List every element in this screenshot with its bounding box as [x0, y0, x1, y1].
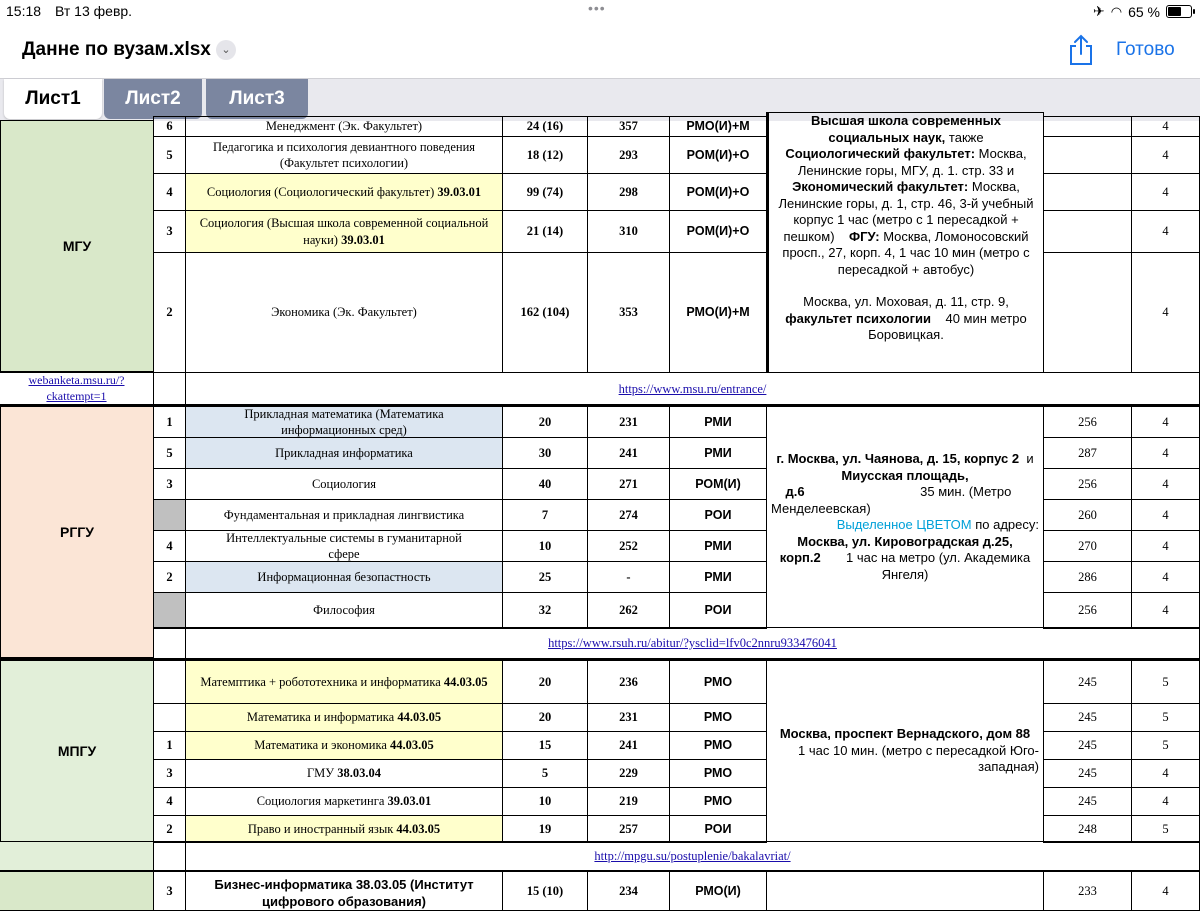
exams-cell[interactable]: РМО — [669, 731, 767, 760]
seats-cell[interactable]: 24 (16) — [502, 116, 588, 137]
passing-cell[interactable]: 287 — [1043, 437, 1132, 469]
value-cell[interactable]: 4 — [1131, 530, 1200, 562]
info-line: Социологический факультет: Москва, Ленинские горы, МГУ, д. 1. стр. 33 и — [785, 146, 1027, 178]
row-number[interactable]: 2 — [153, 815, 186, 843]
program-name[interactable]: Прикладная математика (Математика информационных сред) — [185, 406, 503, 438]
score-cell[interactable]: 241 — [587, 731, 670, 760]
passing-cell[interactable]: 256 — [1043, 592, 1132, 629]
row-number[interactable]: 4 — [153, 173, 186, 211]
program-name[interactable]: Интеллектуальные системы в гуманитарной сфере — [185, 530, 503, 562]
status-date: Вт 13 февр. — [55, 3, 133, 19]
seats-cell[interactable]: 32 — [502, 592, 588, 629]
program-name[interactable]: Социология — [185, 468, 503, 500]
value-cell[interactable]: 4 — [1131, 406, 1200, 438]
row-number[interactable]: 4 — [153, 530, 186, 562]
exams-cell[interactable]: РОИ — [669, 592, 767, 629]
value-cell[interactable]: 5 — [1131, 703, 1200, 732]
mpgu-bakalavriat-link[interactable]: http://mpgu.su/postuplenie/bakalavriat/ — [185, 841, 1200, 871]
seats-cell[interactable]: 5 — [502, 759, 588, 788]
program-name[interactable]: Фундаментальная и прикладная лингвистика — [185, 499, 503, 531]
value-cell[interactable]: 4 — [1131, 871, 1200, 911]
score-cell[interactable]: 219 — [587, 787, 670, 816]
exams-cell[interactable]: РМИ — [669, 437, 767, 469]
passing-cell[interactable] — [1043, 116, 1132, 137]
value-cell[interactable]: 4 — [1131, 252, 1200, 373]
seats-cell[interactable]: 25 — [502, 561, 588, 593]
seats-cell[interactable]: 10 — [502, 530, 588, 562]
exams-cell[interactable]: РМИ — [669, 406, 767, 438]
seats-cell[interactable]: 30 — [502, 437, 588, 469]
seats-cell[interactable]: 7 — [502, 499, 588, 531]
spreadsheet-grid[interactable] — [0, 113, 1200, 909]
passing-cell[interactable]: 270 — [1043, 530, 1132, 562]
file-name[interactable]: Данне по вузам.xlsx — [22, 39, 211, 60]
value-cell[interactable]: 4 — [1131, 787, 1200, 816]
row-number[interactable]: 2 — [153, 561, 186, 593]
info-line: Высшая школа современных — [811, 113, 1001, 128]
university-cell[interactable] — [0, 871, 154, 911]
value-cell[interactable]: 4 — [1131, 116, 1200, 137]
program-name[interactable]: Математика и экономика 44.03.05 — [185, 731, 503, 760]
row-number[interactable]: 1 — [153, 731, 186, 760]
value-cell[interactable]: 5 — [1131, 660, 1200, 704]
seats-cell[interactable]: 20 — [502, 660, 588, 704]
passing-cell[interactable] — [1043, 173, 1132, 211]
info-line: Москва, ул. Кировоградская д.25, корп.2 1 час на метро (ул. Академика Янгеля) — [779, 533, 1031, 582]
passing-cell[interactable]: 233 — [1043, 871, 1132, 911]
exams-cell[interactable]: РМО — [669, 660, 767, 704]
airplane-icon: ✈ — [1093, 3, 1105, 19]
university-cell[interactable]: РГГУ — [0, 406, 154, 658]
passing-cell[interactable]: 245 — [1043, 759, 1132, 788]
value-cell[interactable]: 4 — [1131, 210, 1200, 253]
title-bar — [0, 22, 1200, 78]
passing-cell[interactable]: 248 — [1043, 815, 1132, 843]
row-number[interactable] — [153, 660, 186, 704]
seats-cell[interactable]: 162 (104) — [502, 252, 588, 373]
exams-cell[interactable]: РМО(И) — [669, 871, 767, 911]
exams-cell[interactable]: РМО — [669, 759, 767, 788]
row-number[interactable]: 3 — [153, 468, 186, 500]
address-info-cell[interactable] — [766, 406, 1044, 628]
value-cell[interactable]: 4 — [1131, 592, 1200, 629]
exams-cell[interactable]: РМО — [669, 787, 767, 816]
row-number[interactable] — [153, 592, 186, 629]
exams-cell[interactable]: РОМ(И)+О — [669, 136, 767, 174]
info-line: г. Москва, ул. Чаянова, д. 15, корпус 2 и — [776, 451, 1034, 466]
passing-cell[interactable] — [1043, 252, 1132, 373]
university-cell[interactable] — [0, 841, 154, 871]
row-number[interactable]: 3 — [153, 210, 186, 253]
score-cell[interactable]: 310 — [587, 210, 670, 253]
seats-cell[interactable]: 10 — [502, 787, 588, 816]
chevron-down-icon[interactable]: ⌄ — [216, 40, 236, 60]
passing-cell[interactable] — [1043, 136, 1132, 174]
status-time: 15:18 — [6, 3, 42, 19]
row-number[interactable]: 5 — [153, 437, 186, 469]
exams-cell[interactable]: РОМ(И)+О — [669, 210, 767, 253]
tab-sheet3[interactable]: Лист3 — [206, 79, 308, 119]
passing-cell[interactable]: 256 — [1043, 406, 1132, 438]
university-cell[interactable]: МПГУ — [0, 660, 154, 843]
exams-cell[interactable]: РОМ(И)+О — [669, 173, 767, 211]
row-number[interactable]: 3 — [153, 871, 186, 911]
info-line: Миусская площадь, — [841, 467, 969, 483]
program-name[interactable]: Социология маркетинга 39.03.01 — [185, 787, 503, 816]
score-cell[interactable]: 257 — [587, 815, 670, 843]
share-icon[interactable] — [1068, 34, 1094, 66]
done-button[interactable]: Готово — [1116, 39, 1175, 60]
score-cell[interactable]: 234 — [587, 871, 670, 911]
address-info-cell[interactable] — [766, 660, 1044, 842]
address-info-cell[interactable] — [766, 871, 1044, 911]
seats-cell[interactable]: 99 (74) — [502, 173, 588, 211]
row-number[interactable] — [153, 627, 186, 659]
score-cell[interactable]: 236 — [587, 660, 670, 704]
seats-cell[interactable]: 15 — [502, 731, 588, 760]
seats-cell[interactable]: 15 (10) — [502, 871, 588, 911]
tab-sheet2[interactable]: Лист2 — [104, 79, 202, 119]
passing-cell[interactable]: 245 — [1043, 787, 1132, 816]
exams-cell[interactable]: РОМ(И) — [669, 468, 767, 500]
program-name[interactable]: Математика и информатика 44.03.05 — [185, 703, 503, 732]
passing-cell[interactable]: 260 — [1043, 499, 1132, 531]
score-cell[interactable]: 252 — [587, 530, 670, 562]
score-cell[interactable]: 293 — [587, 136, 670, 174]
program-name[interactable]: Менеджмент (Эк. Факультет) — [185, 116, 503, 137]
score-cell[interactable]: 353 — [587, 252, 670, 373]
exams-cell[interactable]: РМО(И)+М — [669, 252, 767, 373]
value-cell[interactable]: 5 — [1131, 731, 1200, 760]
value-cell[interactable]: 4 — [1131, 173, 1200, 211]
passing-cell[interactable]: 256 — [1043, 468, 1132, 500]
address-info-cell[interactable] — [766, 112, 1044, 373]
seats-cell[interactable]: 18 (12) — [502, 136, 588, 174]
row-number[interactable]: 3 — [153, 759, 186, 788]
msu-webanketa-link[interactable]: webanketa.msu.ru/?ckattempt=1 — [0, 372, 154, 406]
value-cell[interactable]: 5 — [1131, 815, 1200, 843]
value-cell[interactable]: 4 — [1131, 759, 1200, 788]
exams-cell[interactable]: РМО — [669, 703, 767, 732]
rggu-abitur-link[interactable]: https://www.rsuh.ru/abitur/?ysclid=lfv0c2nnru933476041 — [185, 627, 1200, 659]
program-name[interactable]: Социология (Социологический факультет) 39.03.01 — [185, 173, 503, 211]
seats-cell[interactable]: 21 (14) — [502, 210, 588, 253]
value-cell[interactable]: 4 — [1131, 437, 1200, 469]
program-name[interactable]: Философия — [185, 592, 503, 629]
score-cell[interactable]: 262 — [587, 592, 670, 629]
info-line: Экономический факультет: Москва, Ленинские горы, д. 1, стр. 46, 3-й учебный корпус 1 час (метро с 1 пересадкой + пешком) ФГУ: Москва, Ломоносовский просп., 27, корп. 4, 1 час 10 мин (метро с пересадкой + автобус) — [778, 179, 1034, 277]
score-cell[interactable]: 231 — [587, 703, 670, 732]
program-name[interactable]: Матемптика + робототехника и информатика 44.03.05 — [185, 660, 503, 704]
info-line: Москва, проспект Вернадского, дом 88 — [779, 726, 1031, 742]
program-name[interactable]: Информационная безопастность — [185, 561, 503, 593]
row-number[interactable]: 1 — [153, 406, 186, 438]
status-right — [1093, 3, 1192, 20]
exams-cell[interactable]: РМИ — [669, 530, 767, 562]
score-cell[interactable]: 231 — [587, 406, 670, 438]
program-name[interactable]: Социология (Высшая школа современной социальной науки) 39.03.01 — [185, 210, 503, 253]
row-number[interactable]: 4 — [153, 787, 186, 816]
program-name[interactable]: Педагогика и психология девиантного поведения (Факультет психологии) — [185, 136, 503, 174]
exams-cell[interactable]: РОИ — [669, 815, 767, 843]
exams-cell[interactable]: РОИ — [669, 499, 767, 531]
seats-cell[interactable]: 20 — [502, 703, 588, 732]
program-name[interactable]: Экономика (Эк. Факультет) — [185, 252, 503, 373]
row-number[interactable]: 2 — [153, 252, 186, 373]
passing-cell[interactable]: 245 — [1043, 703, 1132, 732]
score-cell[interactable]: 357 — [587, 116, 670, 137]
row-number[interactable]: 6 — [153, 116, 186, 137]
program-name[interactable]: ГМУ 38.03.04 — [185, 759, 503, 788]
program-name[interactable]: Бизнес-информатика 38.03.05 (Институт цифрового образования) — [185, 871, 503, 911]
msu-entrance-link[interactable]: https://www.msu.ru/entrance/ — [185, 372, 1200, 406]
exams-cell[interactable]: РМИ — [669, 561, 767, 593]
score-cell[interactable]: 298 — [587, 173, 670, 211]
row-number[interactable] — [153, 499, 186, 531]
value-cell[interactable]: 4 — [1131, 468, 1200, 500]
info-line: 1 час 10 мин. (метро с пересадкой Юго-западная) — [798, 742, 1039, 775]
battery-icon — [1166, 5, 1192, 18]
tab-sheet1[interactable]: Лист1 — [4, 79, 102, 119]
status-bar — [0, 0, 1200, 22]
passing-cell[interactable]: 286 — [1043, 561, 1132, 593]
university-cell[interactable]: МГУ — [0, 120, 154, 372]
info-line: д.6 35 мин. (Метро Менделеевская) — [771, 484, 1012, 516]
multitasking-dots-icon[interactable]: ••• — [588, 0, 606, 16]
info-line: факультет психологии 40 мин метро Боровицкая. — [785, 310, 1027, 342]
seats-cell[interactable]: 40 — [502, 468, 588, 500]
passing-cell[interactable]: 245 — [1043, 660, 1132, 704]
exams-cell[interactable]: РМО(И)+М — [669, 116, 767, 137]
program-name[interactable]: Право и иностранный язык 44.03.05 — [185, 815, 503, 843]
info-line: Выделенное ЦВЕТОМ по адресу: — [836, 517, 1039, 532]
value-cell[interactable]: 4 — [1131, 561, 1200, 593]
battery-percent: 65 % — [1128, 3, 1160, 20]
row-number[interactable] — [153, 841, 186, 871]
seats-cell[interactable]: 20 — [502, 406, 588, 438]
seats-cell[interactable]: 19 — [502, 815, 588, 843]
score-cell[interactable]: 271 — [587, 468, 670, 500]
program-name[interactable]: Прикладная информатика — [185, 437, 503, 469]
row-number[interactable]: 5 — [153, 136, 186, 174]
row-number[interactable] — [153, 372, 186, 406]
passing-cell[interactable]: 245 — [1043, 731, 1132, 760]
row-number[interactable] — [153, 703, 186, 732]
score-cell[interactable]: 229 — [587, 759, 670, 788]
value-cell[interactable]: 4 — [1131, 499, 1200, 531]
value-cell[interactable]: 4 — [1131, 136, 1200, 174]
info-line: социальных наук, также — [828, 129, 984, 145]
passing-cell[interactable] — [1043, 210, 1132, 253]
score-cell[interactable]: 274 — [587, 499, 670, 531]
score-cell[interactable]: - — [587, 561, 670, 593]
score-cell[interactable]: 241 — [587, 437, 670, 469]
info-line: Москва, ул. Моховая, д. 11, стр. 9, — [803, 294, 1009, 309]
wifi-icon: ◠ — [1110, 3, 1123, 19]
